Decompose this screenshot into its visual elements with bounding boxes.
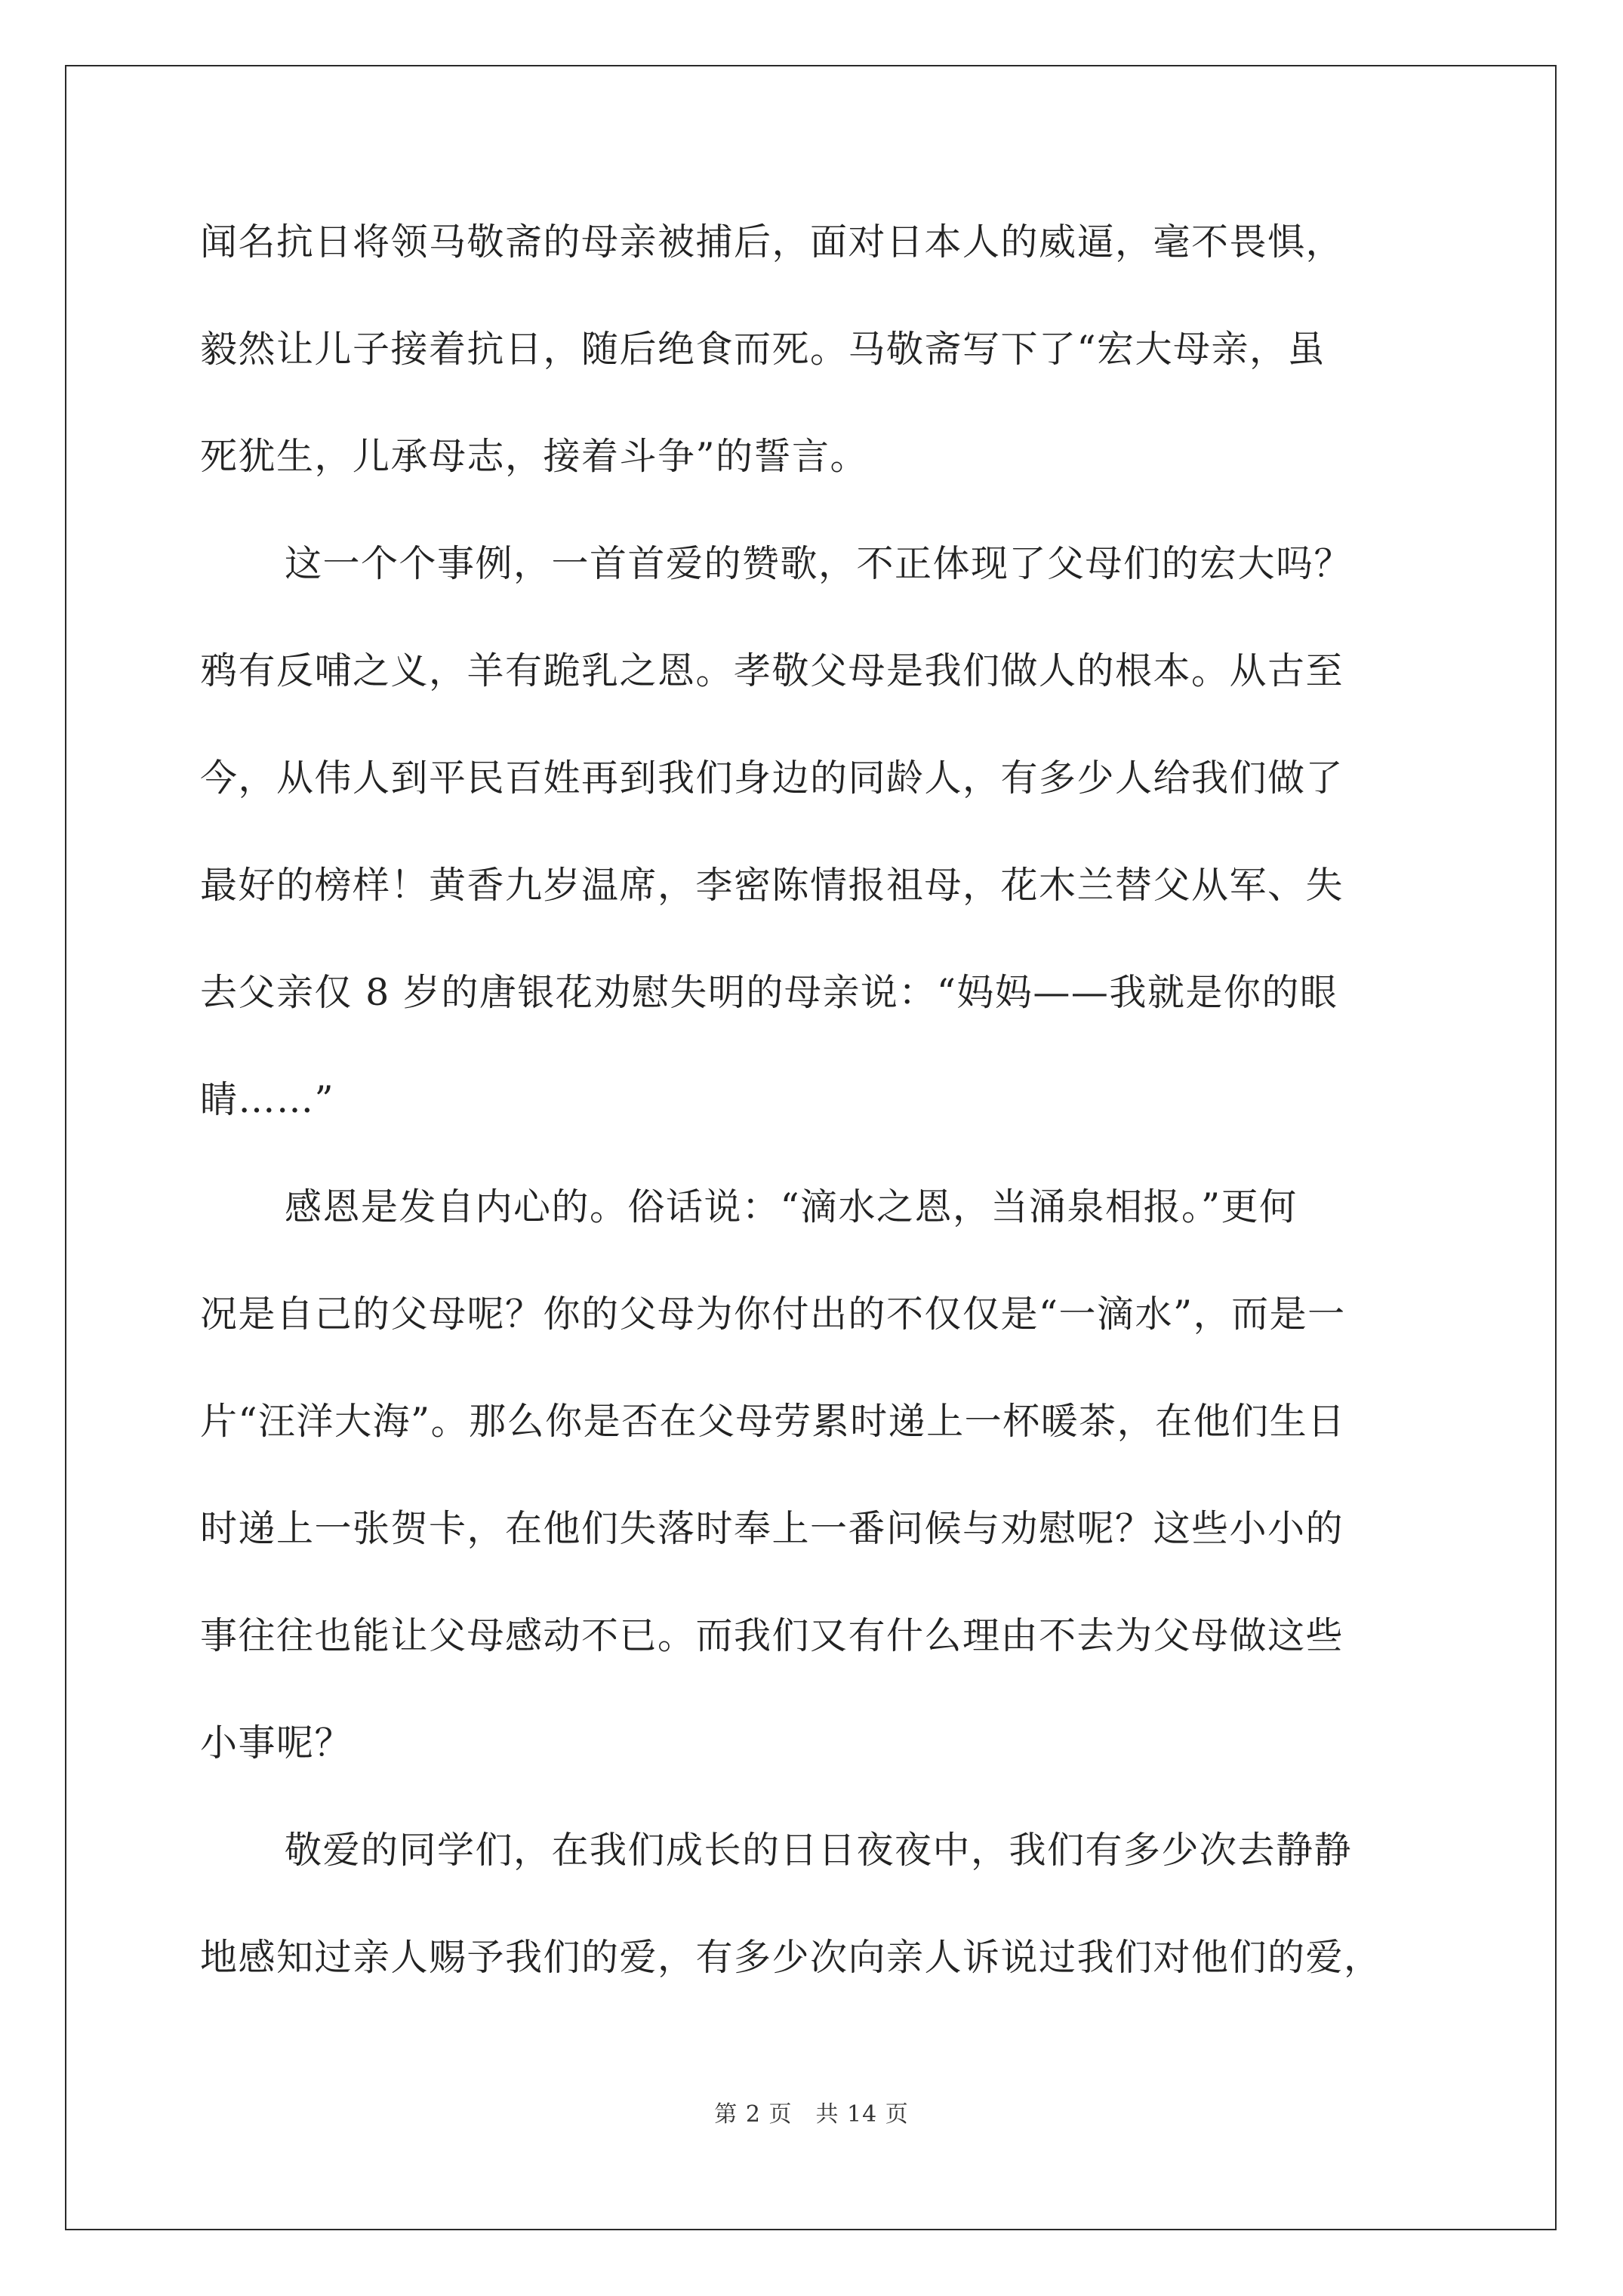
document-body (200, 189, 1431, 2011)
text-line: 闻名抗日将领马敬斋的母亲被捕后，面对日本人的威逼，毫不畏惧， (200, 220, 1344, 264)
page-number-footer: 第 2 页 共 14 页 (714, 2101, 909, 2128)
text-line: 况是自己的父母呢？你的父母为你付出的不仅仅是“一滴水”，而是一 (200, 1293, 1346, 1336)
paragraph-4 (200, 1797, 1431, 2011)
text-line: 这一个个事例，一首首爱的赞歌，不正体现了父母们的宏大吗？ (285, 542, 1353, 585)
text-line: 去父亲仅 8 岁的唐银花劝慰失明的母亲说：“妈妈——我就是你的眼 (200, 971, 1338, 1014)
paragraph-1 (200, 189, 1431, 510)
text-line: 时递上一张贺卡，在他们失落时奉上一番问候与劝慰呢？这些小小的 (200, 1507, 1344, 1550)
paragraph-3 (200, 1154, 1431, 1797)
text-line: 地感知过亲人赐予我们的爱，有多少次向亲人诉说过我们对他们的爱， (200, 1936, 1382, 1979)
text-line: 最好的榜样！黄香九岁温席，李密陈情报祖母，花木兰替父从军、失 (200, 864, 1344, 907)
text-line: 片“汪洋大海”。那么你是否在父母劳累时递上一杯暖茶，在他们生日 (200, 1400, 1346, 1443)
text-line: 敬爱的同学们，在我们成长的日日夜夜中，我们有多少次去静静 (285, 1829, 1353, 1872)
text-line: 睛……” (200, 1078, 335, 1121)
text-line: 今，从伟人到平民百姓再到我们身边的同龄人，有多少人给我们做了 (200, 757, 1344, 800)
text-line: 事往往也能让父母感动不已。而我们又有什么理由不去为父母做这些 (200, 1614, 1344, 1657)
text-line: 死犹生，儿承母志，接着斗争”的誓言。 (200, 435, 869, 478)
text-line: 毅然让儿子接着抗日，随后绝食而死。马敬斋写下了“宏大母亲，虽 (200, 328, 1326, 371)
text-line: 小事呢？ (200, 1721, 353, 1764)
text-line: 鸦有反哺之义，羊有跪乳之恩。孝敬父母是我们做人的根本。从古至 (200, 649, 1344, 692)
text-line: 感恩是发自内心的。俗话说：“滴水之恩，当涌泉相报。”更何 (285, 1185, 1298, 1228)
paragraph-2 (200, 510, 1431, 1154)
